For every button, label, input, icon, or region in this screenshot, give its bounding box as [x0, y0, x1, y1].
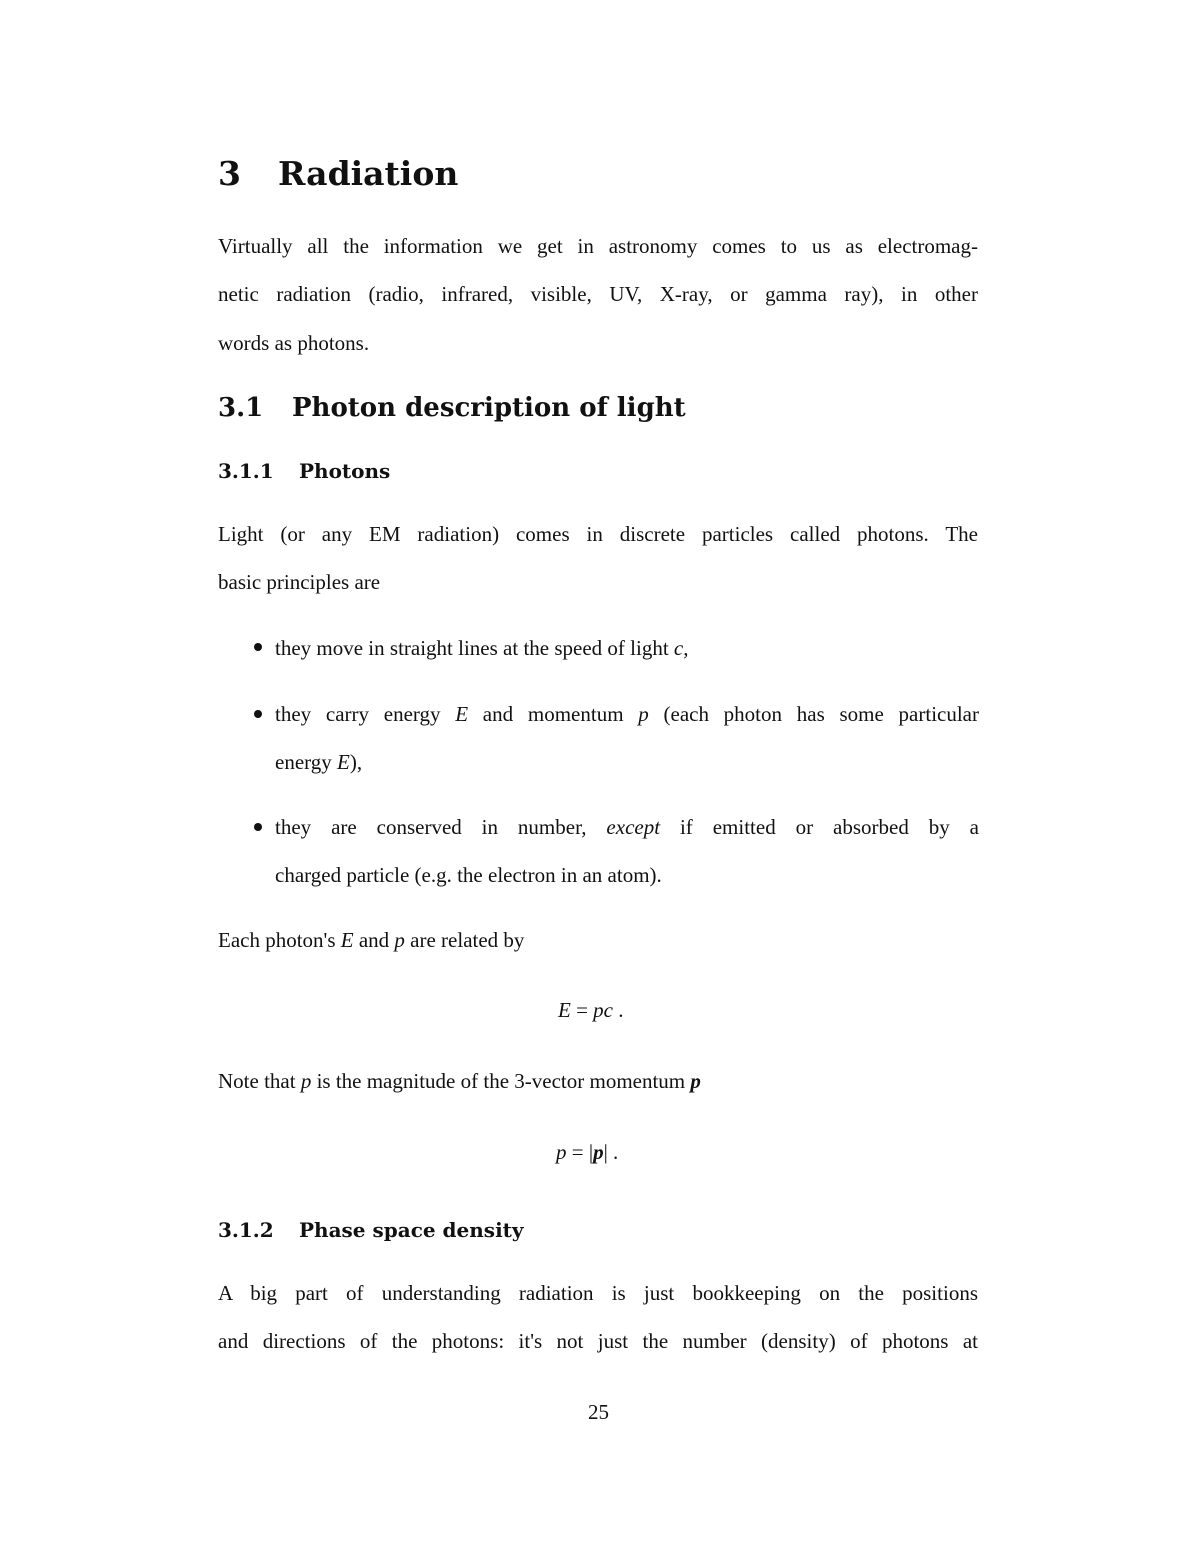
relation-pre: Each photon's — [218, 928, 341, 952]
relation-var-p: p — [394, 928, 405, 952]
bullet-1 — [275, 638, 689, 659]
intro-line-2: netic radiation (radio, infrared, visible, UV, X-ray, or gamma ray), in other — [218, 282, 978, 306]
equation-energy-momentum — [558, 1000, 624, 1021]
bullet-2-var-p: p — [638, 702, 649, 726]
note-var-p: p — [300, 1069, 312, 1093]
bullet-2-mid: and momentum — [468, 702, 639, 726]
phase-space-line-2: and directions of the photons: it's not just the number (density) of photons at — [218, 1329, 978, 1353]
bullet-3-post: if emitted or absorbed by a — [660, 815, 979, 839]
intro-line-1: Virtually all the information we get in astronomy comes to us as electromag- — [218, 234, 978, 258]
eq1-end: . — [613, 998, 624, 1022]
note-line — [218, 1071, 701, 1092]
eq2-lhs: p — [556, 1140, 567, 1164]
eq2-end: . — [607, 1140, 619, 1164]
eq1-rhs: pc — [593, 998, 613, 1022]
bullet-3-line-2: charged particle (e.g. the electron in an atom). — [275, 863, 662, 887]
relation-mid: and — [353, 928, 395, 952]
bullet-2-post: (each photon has some particular — [648, 702, 979, 726]
subsection-title: Photon description of light — [292, 393, 686, 423]
note-post: is the magnitude of the 3-vector momentum — [311, 1069, 691, 1093]
bullet-marker — [254, 823, 262, 831]
phase-space-line-1: A big part of understanding radiation is just bookkeeping on the positions — [218, 1281, 978, 1305]
bullet-1-end: , — [683, 636, 689, 660]
note-vec-p: p — [690, 1069, 701, 1093]
subsubsection-title-photons: Photons — [299, 459, 391, 483]
subsection-number: 3.1 — [218, 393, 264, 423]
equation-momentum-magnitude — [556, 1142, 618, 1163]
bullet-marker — [254, 710, 262, 718]
photons-line-2: basic principles are — [218, 570, 381, 594]
bullet-2-pre: they carry energy — [275, 702, 456, 726]
subsubsection-number-phase-space: 3.1.2 — [218, 1218, 274, 1242]
bullet-2-line2-var: E — [337, 750, 350, 774]
bullet-1-text: they move in straight lines at the speed of light — [275, 636, 674, 660]
bullet-2-line2-pre: energy — [275, 750, 338, 774]
bullet-marker — [254, 643, 262, 651]
relation-var-e: E — [340, 928, 354, 952]
eq2-close: | — [603, 1140, 608, 1164]
note-pre: Note that — [218, 1069, 301, 1093]
relation-post: are related by — [404, 928, 525, 952]
subsubsection-title-phase-space: Phase space density — [299, 1218, 524, 1242]
section-title: Radiation — [278, 154, 459, 193]
bullet-2-line-2 — [275, 752, 362, 773]
bullet-3-pre: they are conserved in number, — [275, 815, 607, 839]
section-number: 3 — [218, 154, 241, 193]
eq2-equals: = | — [566, 1140, 594, 1164]
photons-line-1: Light (or any EM radiation) comes in discrete particles called photons. The — [218, 522, 978, 546]
page-number: 25 — [588, 1400, 609, 1424]
intro-line-3: words as photons. — [218, 331, 370, 355]
eq1-equals: = — [570, 998, 594, 1022]
bullet-2-var-e: E — [455, 702, 469, 726]
bullet-3-emph: except — [606, 815, 661, 839]
bullet-2-line2-post: ), — [349, 750, 363, 774]
subsubsection-number-photons: 3.1.1 — [218, 459, 274, 483]
bullet-2-line-1 — [275, 704, 979, 725]
eq1-lhs: E — [558, 998, 571, 1022]
bullet-3-line-1 — [275, 817, 979, 838]
eq2-vec: p — [593, 1140, 604, 1164]
relation-line — [218, 930, 524, 951]
bullet-1-var-c: c — [673, 636, 684, 660]
